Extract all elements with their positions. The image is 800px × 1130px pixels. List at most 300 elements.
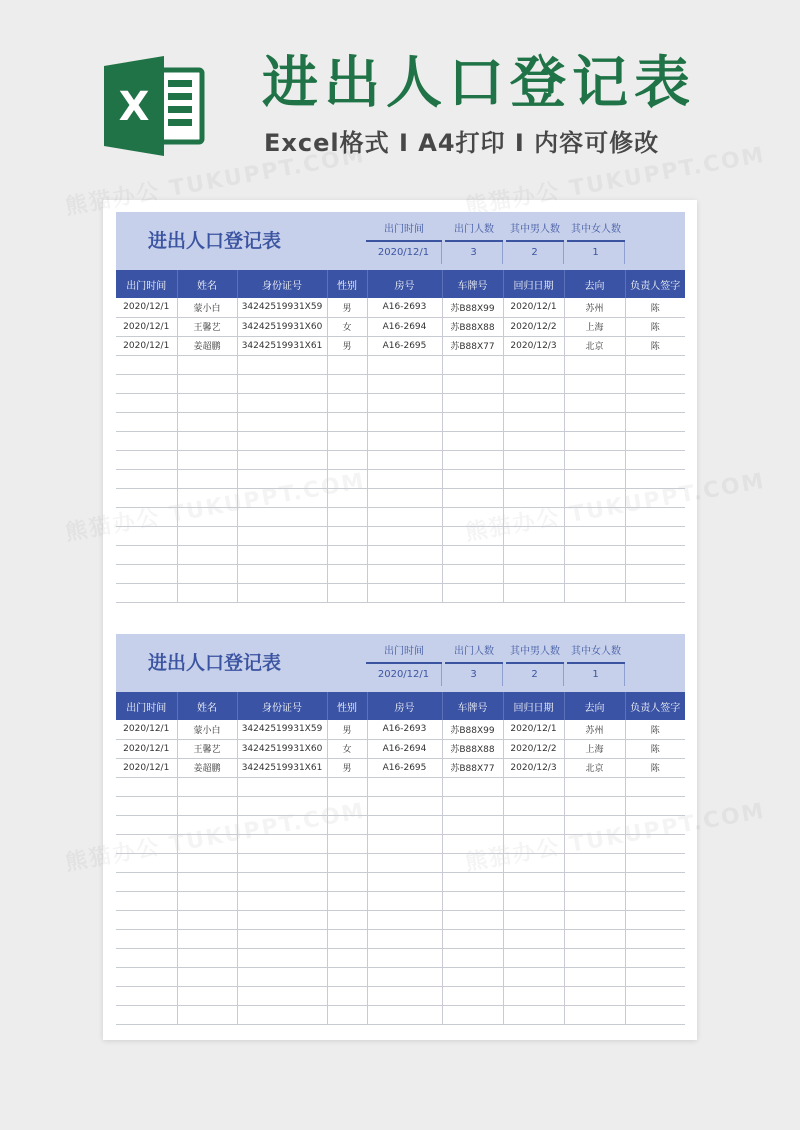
table-cell[interactable] [625, 488, 685, 507]
table-cell[interactable] [237, 469, 327, 488]
table-cell[interactable] [367, 545, 442, 564]
table-cell[interactable]: 女 [327, 317, 367, 336]
table-cell[interactable] [237, 815, 327, 834]
table-cell[interactable] [367, 796, 442, 815]
summary-value[interactable]: 1 [567, 664, 625, 686]
table-cell[interactable] [237, 393, 327, 412]
table-cell[interactable] [503, 834, 564, 853]
table-cell[interactable] [327, 450, 367, 469]
table-cell[interactable] [367, 412, 442, 431]
table-cell[interactable] [177, 431, 237, 450]
table-cell[interactable] [367, 507, 442, 526]
table-cell[interactable]: 苏州 [564, 298, 625, 317]
table-cell[interactable] [237, 967, 327, 986]
table-cell[interactable] [237, 834, 327, 853]
table-cell[interactable] [625, 834, 685, 853]
table-cell[interactable] [327, 469, 367, 488]
table-cell[interactable] [625, 986, 685, 1005]
table-cell[interactable] [237, 564, 327, 583]
table-cell[interactable] [625, 777, 685, 796]
table-cell[interactable] [625, 853, 685, 872]
table-cell[interactable] [327, 872, 367, 891]
table-cell[interactable] [367, 777, 442, 796]
table-cell[interactable] [503, 488, 564, 507]
table-cell[interactable] [442, 526, 503, 545]
table-cell[interactable] [237, 872, 327, 891]
table-cell[interactable]: 苏B88X99 [442, 720, 503, 739]
table-cell[interactable] [564, 488, 625, 507]
table-cell[interactable] [442, 948, 503, 967]
table-cell[interactable] [442, 469, 503, 488]
table-cell[interactable] [177, 526, 237, 545]
table-cell[interactable] [442, 986, 503, 1005]
table-cell[interactable] [327, 488, 367, 507]
table-cell[interactable] [367, 910, 442, 929]
table-cell[interactable] [177, 834, 237, 853]
table-cell[interactable] [442, 777, 503, 796]
table-cell[interactable]: 陈 [625, 298, 685, 317]
table-cell[interactable] [625, 469, 685, 488]
table-cell[interactable] [327, 815, 367, 834]
table-cell[interactable] [116, 796, 177, 815]
table-cell[interactable] [237, 526, 327, 545]
table-cell[interactable] [442, 967, 503, 986]
table-cell[interactable] [503, 526, 564, 545]
table-cell[interactable]: 34242519931X59 [237, 720, 327, 739]
table-cell[interactable]: 姜超鹏 [177, 336, 237, 355]
table-cell[interactable] [177, 986, 237, 1005]
table-cell[interactable] [237, 891, 327, 910]
table-cell[interactable] [327, 374, 367, 393]
table-cell[interactable] [564, 834, 625, 853]
table-cell[interactable] [177, 891, 237, 910]
table-cell[interactable] [564, 872, 625, 891]
table-cell[interactable]: 2020/12/1 [503, 720, 564, 739]
table-cell[interactable] [564, 891, 625, 910]
table-cell[interactable] [564, 796, 625, 815]
table-cell[interactable] [116, 891, 177, 910]
table-cell[interactable] [442, 355, 503, 374]
table-cell[interactable] [237, 412, 327, 431]
table-cell[interactable] [327, 431, 367, 450]
table-cell[interactable] [116, 967, 177, 986]
table-cell[interactable] [116, 412, 177, 431]
table-cell[interactable] [625, 910, 685, 929]
table-cell[interactable]: 蒙小白 [177, 298, 237, 317]
table-cell[interactable] [237, 910, 327, 929]
table-cell[interactable] [116, 929, 177, 948]
table-cell[interactable]: 2020/12/1 [116, 317, 177, 336]
table-cell[interactable]: 上海 [564, 317, 625, 336]
table-cell[interactable] [327, 967, 367, 986]
table-cell[interactable]: 陈 [625, 739, 685, 758]
table-cell[interactable] [625, 891, 685, 910]
table-cell[interactable] [625, 948, 685, 967]
table-cell[interactable]: A16-2693 [367, 720, 442, 739]
table-cell[interactable] [237, 583, 327, 602]
table-cell[interactable] [177, 488, 237, 507]
table-cell[interactable] [625, 526, 685, 545]
table-cell[interactable] [116, 431, 177, 450]
table-cell[interactable] [237, 986, 327, 1005]
table-cell[interactable] [327, 393, 367, 412]
table-cell[interactable] [237, 948, 327, 967]
summary-value[interactable]: 2 [506, 664, 564, 686]
table-cell[interactable] [327, 948, 367, 967]
table-cell[interactable] [367, 929, 442, 948]
table-cell[interactable] [327, 853, 367, 872]
table-cell[interactable] [177, 469, 237, 488]
table-cell[interactable] [442, 583, 503, 602]
table-cell[interactable] [564, 910, 625, 929]
table-cell[interactable] [116, 872, 177, 891]
table-cell[interactable] [564, 948, 625, 967]
table-cell[interactable] [367, 986, 442, 1005]
table-cell[interactable]: 男 [327, 720, 367, 739]
summary-value[interactable]: 2020/12/1 [366, 242, 442, 264]
table-cell[interactable] [503, 545, 564, 564]
table-cell[interactable] [442, 872, 503, 891]
table-cell[interactable] [116, 355, 177, 374]
table-cell[interactable] [625, 796, 685, 815]
table-cell[interactable] [237, 488, 327, 507]
table-cell[interactable]: 2020/12/2 [503, 317, 564, 336]
table-cell[interactable] [625, 545, 685, 564]
table-cell[interactable] [564, 853, 625, 872]
table-cell[interactable] [237, 355, 327, 374]
table-cell[interactable] [625, 450, 685, 469]
table-cell[interactable]: 陈 [625, 758, 685, 777]
table-cell[interactable] [116, 948, 177, 967]
table-cell[interactable] [442, 1005, 503, 1024]
table-cell[interactable] [503, 412, 564, 431]
table-cell[interactable] [116, 564, 177, 583]
table-cell[interactable]: A16-2693 [367, 298, 442, 317]
table-cell[interactable] [327, 526, 367, 545]
table-cell[interactable] [503, 393, 564, 412]
table-cell[interactable] [625, 393, 685, 412]
table-cell[interactable] [327, 507, 367, 526]
table-cell[interactable] [442, 910, 503, 929]
table-cell[interactable] [116, 834, 177, 853]
table-cell[interactable]: 苏B88X88 [442, 317, 503, 336]
table-cell[interactable] [116, 853, 177, 872]
table-cell[interactable] [177, 374, 237, 393]
table-cell[interactable] [442, 545, 503, 564]
table-cell[interactable] [442, 431, 503, 450]
table-cell[interactable] [503, 564, 564, 583]
table-cell[interactable]: 姜超鹏 [177, 758, 237, 777]
table-cell[interactable] [625, 583, 685, 602]
table-cell[interactable] [367, 948, 442, 967]
table-cell[interactable] [503, 815, 564, 834]
table-cell[interactable]: 男 [327, 298, 367, 317]
table-cell[interactable] [564, 526, 625, 545]
table-cell[interactable] [503, 872, 564, 891]
table-cell[interactable] [625, 815, 685, 834]
table-cell[interactable] [327, 910, 367, 929]
table-cell[interactable] [116, 469, 177, 488]
table-cell[interactable]: 2020/12/2 [503, 739, 564, 758]
table-cell[interactable] [237, 1005, 327, 1024]
table-cell[interactable]: 上海 [564, 739, 625, 758]
table-cell[interactable] [327, 355, 367, 374]
table-cell[interactable]: 男 [327, 336, 367, 355]
table-cell[interactable] [327, 583, 367, 602]
table-cell[interactable]: A16-2694 [367, 317, 442, 336]
table-cell[interactable]: 34242519931X59 [237, 298, 327, 317]
table-cell[interactable] [564, 986, 625, 1005]
summary-value[interactable]: 2 [506, 242, 564, 264]
table-cell[interactable] [177, 796, 237, 815]
table-cell[interactable] [177, 412, 237, 431]
table-cell[interactable] [177, 355, 237, 374]
table-cell[interactable] [177, 507, 237, 526]
table-cell[interactable] [177, 872, 237, 891]
table-cell[interactable]: 苏B88X77 [442, 336, 503, 355]
table-cell[interactable] [237, 507, 327, 526]
table-cell[interactable] [177, 1005, 237, 1024]
table-cell[interactable] [116, 1005, 177, 1024]
table-cell[interactable] [177, 853, 237, 872]
table-cell[interactable] [564, 507, 625, 526]
table-cell[interactable]: 34242519931X61 [237, 336, 327, 355]
table-cell[interactable] [442, 853, 503, 872]
table-cell[interactable] [564, 815, 625, 834]
table-cell[interactable] [237, 777, 327, 796]
table-cell[interactable] [177, 967, 237, 986]
table-cell[interactable] [177, 910, 237, 929]
table-cell[interactable] [625, 564, 685, 583]
column-header: 车牌号 [442, 270, 503, 298]
table-cell[interactable]: A16-2695 [367, 758, 442, 777]
table-cell[interactable] [367, 583, 442, 602]
summary-value[interactable]: 3 [445, 242, 503, 264]
table-cell[interactable] [367, 374, 442, 393]
table-cell[interactable] [116, 545, 177, 564]
table-cell[interactable] [116, 910, 177, 929]
table-cell[interactable]: 北京 [564, 336, 625, 355]
table-cell[interactable]: A16-2695 [367, 336, 442, 355]
table-cell[interactable] [367, 834, 442, 853]
table-cell[interactable] [327, 412, 367, 431]
table-cell[interactable] [177, 450, 237, 469]
table-cell[interactable] [625, 412, 685, 431]
table-cell[interactable] [564, 355, 625, 374]
table-cell[interactable] [367, 526, 442, 545]
table-cell[interactable] [327, 891, 367, 910]
table-cell[interactable] [442, 796, 503, 815]
table-cell[interactable] [564, 450, 625, 469]
table-cell[interactable] [116, 450, 177, 469]
table-cell[interactable] [503, 967, 564, 986]
table-cell[interactable] [116, 526, 177, 545]
table-cell[interactable] [442, 412, 503, 431]
table-cell[interactable] [503, 796, 564, 815]
table-cell[interactable] [442, 488, 503, 507]
table-cell[interactable] [116, 815, 177, 834]
table-cell[interactable] [625, 431, 685, 450]
table-cell[interactable] [503, 986, 564, 1005]
table-cell[interactable] [116, 488, 177, 507]
table-row [116, 853, 685, 872]
table-cell[interactable] [503, 853, 564, 872]
table-cell[interactable]: 苏B88X99 [442, 298, 503, 317]
table-cell[interactable] [442, 450, 503, 469]
table-cell[interactable]: 王馨艺 [177, 317, 237, 336]
table-cell[interactable] [177, 583, 237, 602]
column-header: 身份证号 [237, 692, 327, 720]
table-cell[interactable] [442, 815, 503, 834]
table-cell[interactable] [367, 393, 442, 412]
table-cell[interactable] [503, 583, 564, 602]
table-cell[interactable] [442, 834, 503, 853]
table-cell[interactable]: 苏B88X77 [442, 758, 503, 777]
table-cell[interactable]: 蒙小白 [177, 720, 237, 739]
table-cell[interactable] [503, 431, 564, 450]
table-cell[interactable] [327, 834, 367, 853]
table-cell[interactable]: 王馨艺 [177, 739, 237, 758]
table-cell[interactable] [367, 469, 442, 488]
summary-value[interactable]: 1 [567, 242, 625, 264]
table-cell[interactable] [327, 929, 367, 948]
table-cell[interactable] [367, 967, 442, 986]
table-cell[interactable]: 34242519931X60 [237, 739, 327, 758]
table-cell[interactable]: 2020/12/1 [116, 298, 177, 317]
table-cell[interactable] [237, 374, 327, 393]
table-cell[interactable] [564, 1005, 625, 1024]
table-cell[interactable] [442, 507, 503, 526]
table-cell[interactable] [442, 374, 503, 393]
table-cell[interactable] [503, 355, 564, 374]
table-cell[interactable] [442, 393, 503, 412]
table-cell[interactable] [564, 431, 625, 450]
table-cell[interactable]: 陈 [625, 720, 685, 739]
table-cell[interactable]: 陈 [625, 336, 685, 355]
table-cell[interactable] [367, 853, 442, 872]
table-cell[interactable] [327, 564, 367, 583]
table-cell[interactable] [327, 986, 367, 1005]
table-cell[interactable] [564, 545, 625, 564]
table-cell[interactable] [625, 872, 685, 891]
table-cell[interactable] [564, 967, 625, 986]
table-cell[interactable]: 34242519931X60 [237, 317, 327, 336]
table-cell[interactable]: 陈 [625, 317, 685, 336]
table-cell[interactable] [625, 374, 685, 393]
summary-departure-date [366, 642, 442, 688]
table-cell[interactable] [442, 929, 503, 948]
table-cell[interactable] [503, 1005, 564, 1024]
table-cell[interactable] [367, 431, 442, 450]
table-cell[interactable]: 女 [327, 739, 367, 758]
table-cell[interactable] [237, 796, 327, 815]
table-cell[interactable]: 2020/12/3 [503, 758, 564, 777]
table-cell[interactable] [367, 891, 442, 910]
table-cell[interactable] [625, 507, 685, 526]
table-cell[interactable] [237, 431, 327, 450]
table-cell[interactable]: 2020/12/1 [116, 336, 177, 355]
table-cell[interactable] [327, 1005, 367, 1024]
table-cell[interactable] [116, 374, 177, 393]
table-cell[interactable] [177, 815, 237, 834]
table-cell[interactable]: 苏B88X88 [442, 739, 503, 758]
summary-value[interactable]: 2020/12/1 [366, 664, 442, 686]
table-cell[interactable] [237, 853, 327, 872]
table-cell[interactable] [442, 891, 503, 910]
table-cell[interactable] [503, 507, 564, 526]
table-cell[interactable] [237, 929, 327, 948]
table-cell[interactable]: 男 [327, 758, 367, 777]
table-cell[interactable]: 2020/12/1 [503, 298, 564, 317]
table-cell[interactable]: A16-2694 [367, 739, 442, 758]
table-cell[interactable] [564, 412, 625, 431]
table-cell[interactable] [327, 777, 367, 796]
table-cell[interactable] [327, 796, 367, 815]
table-cell[interactable] [503, 891, 564, 910]
table-cell[interactable] [367, 355, 442, 374]
table-cell[interactable] [367, 815, 442, 834]
table-cell[interactable] [327, 545, 367, 564]
table-cell[interactable] [116, 777, 177, 796]
table-cell[interactable] [367, 488, 442, 507]
table-cell[interactable] [116, 583, 177, 602]
table-cell[interactable] [503, 374, 564, 393]
table-cell[interactable] [503, 469, 564, 488]
table-cell[interactable] [177, 564, 237, 583]
table-cell[interactable] [625, 929, 685, 948]
table-cell[interactable] [367, 450, 442, 469]
table-cell[interactable] [564, 564, 625, 583]
table-cell[interactable] [503, 948, 564, 967]
table-cell[interactable] [177, 393, 237, 412]
table-cell[interactable]: 苏州 [564, 720, 625, 739]
table-cell[interactable]: 北京 [564, 758, 625, 777]
table-cell[interactable] [564, 777, 625, 796]
table-cell[interactable] [116, 507, 177, 526]
table-cell[interactable] [564, 374, 625, 393]
table-cell[interactable]: 2020/12/1 [116, 758, 177, 777]
table-cell[interactable] [625, 967, 685, 986]
table-cell[interactable] [625, 355, 685, 374]
table-cell[interactable] [503, 777, 564, 796]
table-cell[interactable] [564, 929, 625, 948]
table-cell[interactable] [442, 564, 503, 583]
table-cell[interactable] [564, 393, 625, 412]
table-cell[interactable] [503, 910, 564, 929]
table-cell[interactable] [367, 1005, 442, 1024]
table-cell[interactable]: 2020/12/3 [503, 336, 564, 355]
table-cell[interactable] [177, 545, 237, 564]
table-cell[interactable] [564, 469, 625, 488]
table-cell[interactable] [564, 583, 625, 602]
table-cell[interactable] [367, 872, 442, 891]
table-cell[interactable]: 2020/12/1 [116, 720, 177, 739]
table-cell[interactable] [177, 929, 237, 948]
table-cell[interactable] [116, 393, 177, 412]
table-cell[interactable]: 34242519931X61 [237, 758, 327, 777]
table-cell[interactable] [503, 929, 564, 948]
table-cell[interactable] [177, 948, 237, 967]
table-cell[interactable] [237, 545, 327, 564]
table-cell[interactable]: 2020/12/1 [116, 739, 177, 758]
summary-value[interactable]: 3 [445, 664, 503, 686]
table-cell[interactable] [625, 1005, 685, 1024]
table-cell[interactable] [177, 777, 237, 796]
table-cell[interactable] [503, 450, 564, 469]
table-cell[interactable] [116, 986, 177, 1005]
table-cell[interactable] [237, 450, 327, 469]
table-cell[interactable] [367, 564, 442, 583]
